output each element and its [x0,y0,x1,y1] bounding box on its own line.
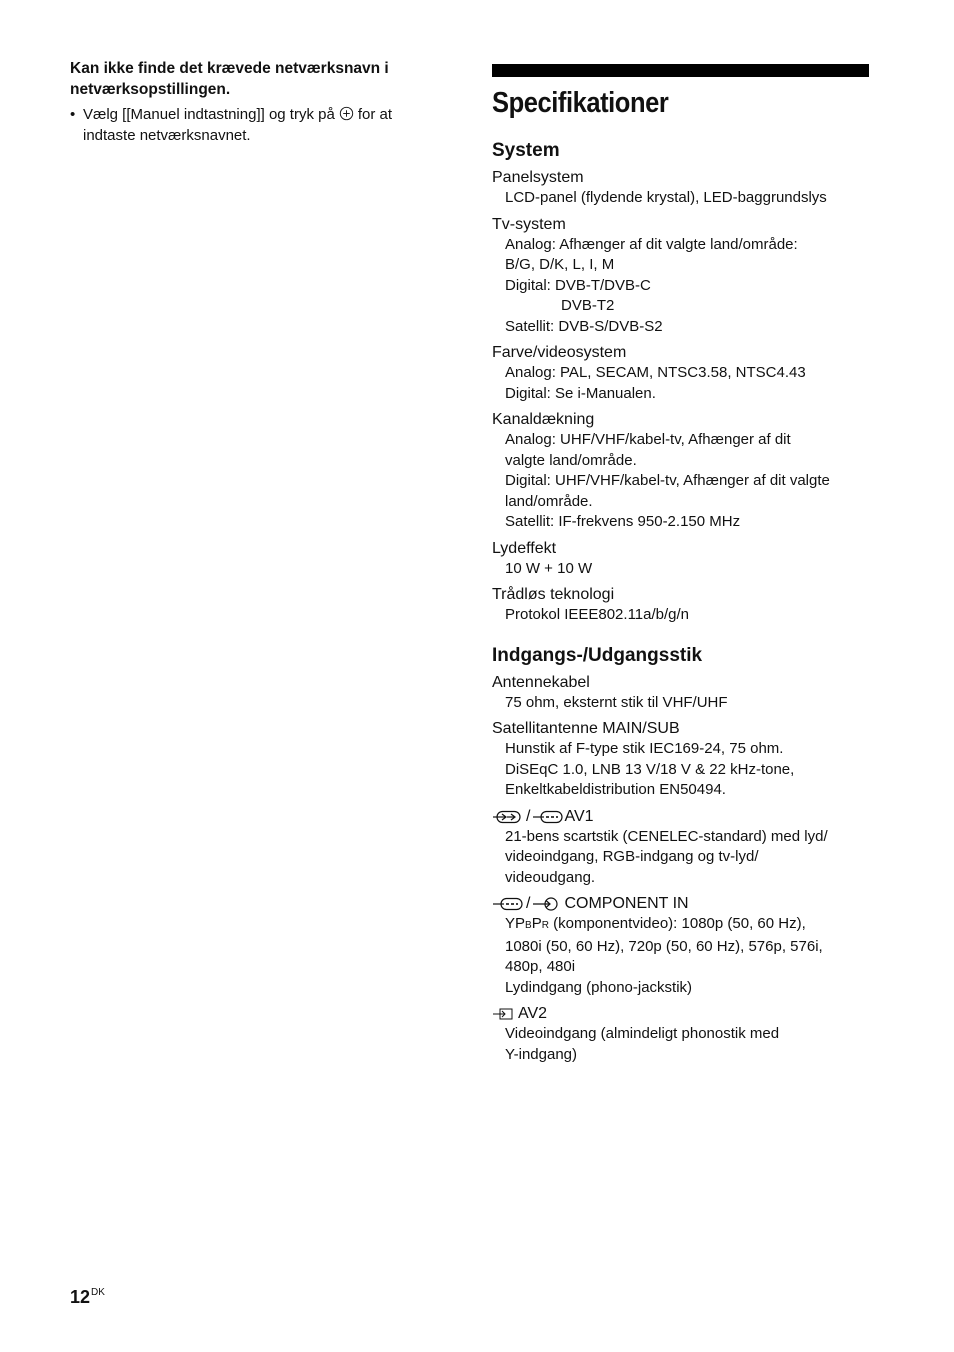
spec-label: Farve/videosystem [492,344,627,361]
spec-line: Digital: Se i-Manualen. [505,384,656,402]
spec-values [492,914,872,998]
spec-line: Videoindgang (almindeligt phonostik med [505,1025,780,1042]
spec-label: Trådløs teknologi [492,586,615,603]
spec-label: Kanaldækning [492,411,595,428]
spec-label-component [492,894,872,914]
spec-values [492,739,872,801]
ypbpr-r: R [541,920,549,931]
spec-line: videoindgang, RGB-indgang og tv-lyd/ [505,848,759,865]
scart-input-icon [532,809,564,825]
specifications-column [492,64,872,1071]
spec-line: Digital: UHF/VHF/kabel-tv, Afhænger af dit valgte [505,472,830,489]
spec-line: 10 W + 10 W [505,559,593,577]
tip-bullet-before: Vælg [[Manuel indtastning]] og tryk på [83,106,335,123]
section-heading-system: System [492,140,560,161]
spec-values [492,605,872,626]
tip-bullet [70,104,450,146]
spec-label: Satellitantenne MAIN/SUB [492,720,680,737]
component-label-text: COMPONENT IN [564,895,689,912]
spec-tv-system [492,215,872,338]
spec-line: Analog: UHF/VHF/kabel-tv, Afhænger af dit [505,431,791,448]
spec-channel-coverage [492,410,872,533]
spec-av2 [492,1004,872,1065]
tip-bullet-line2: indtaste netværksnavnet. [83,127,251,144]
spec-line: Enkeltkabeldistribution EN50494. [505,781,726,798]
spec-line: 1080i (50, 60 Hz), 720p (50, 60 Hz), 576p, 576i, [505,937,823,955]
spec-line: Y-indgang) [505,1045,578,1063]
slash-separator: / [526,807,531,825]
spec-line: valgte land/område. [505,451,637,469]
spec-satellite [492,719,872,801]
scart-input-icon [492,896,524,912]
spec-line: Satellit: DVB-S/DVB-S2 [505,317,663,335]
av2-label-text: AV2 [518,1005,548,1022]
page-language-suffix: DK [91,1287,105,1298]
spec-values [492,235,872,338]
section-heading-io: Indgangs-/Udgangsstik [492,644,703,666]
bullet-dot: • [70,106,76,123]
title-bar [492,64,869,77]
spec-label-av1 [492,807,872,827]
spec-line: Protokol IEEE802.11a/b/g/n [505,606,690,623]
spec-sound-output [492,539,872,580]
spec-line: B/G, D/K, L, I, M [505,256,615,273]
spec-line: Hunstik af F-type stik IEC169-24, 75 ohm. [505,740,784,757]
ypbpr-p: P [531,915,542,932]
av1-label-text: AV1 [564,807,594,825]
spec-values [492,430,872,533]
spec-wireless [492,585,872,626]
spec-line: land/område. [505,492,593,510]
spec-line: Analog: Afhænger af dit valgte land/område: [505,235,798,253]
input-arrow-icon [492,1007,514,1021]
input-arrow-icon [532,896,560,912]
spec-line: Digital: DVB-T/DVB-C [505,276,651,294]
spec-line: LCD-panel (flydende krystal), LED-baggrundslys [505,189,827,206]
spec-label: Tv-system [492,215,566,233]
spec-line: 21-bens scartstik (CENELEC-standard) med lyd/ [505,827,828,845]
tip-bullet-after: for at [357,106,392,123]
spec-line: Lydindgang (phono-jackstik) [505,978,693,996]
spec-values [492,559,872,580]
spec-values [492,827,872,889]
spec-values [492,188,872,209]
spec-values [492,693,872,714]
spec-color-system [492,343,872,404]
ypbpr-b: B [525,920,532,931]
spec-label: Antennekabel [492,673,590,691]
ypbpr-y: YP [505,915,526,932]
spec-label-av2 [492,1004,872,1024]
spec-line: videoudgang. [505,868,596,886]
spec-component-in [492,894,872,998]
spec-line: DiSEqC 1.0, LNB 13 V/18 V & 22 kHz-tone, [505,760,795,778]
page-title: Specifikationer [492,87,669,119]
scart-io-icon [492,809,524,825]
spec-line [505,914,872,937]
tip-bullet-text [83,104,392,146]
component-line1-rest: (komponentvideo): 1080p (50, 60 Hz), [548,915,806,932]
spec-line: Satellit: IF-frekvens 950-2.150 MHz [505,513,741,530]
spec-av1 [492,807,872,889]
spec-antenna [492,673,872,714]
page-number [70,1282,105,1308]
spec-line: 75 ohm, eksternt stik til VHF/UHF [505,693,728,711]
spec-label: Panelsystem [492,169,584,186]
spec-label: Lydeffekt [492,539,557,557]
spec-line: 480p, 480i [505,958,576,975]
tip-heading: Kan ikke finde det krævede netværksnavn i netværksopstillingen. [70,60,389,98]
spec-line: DVB-T2 [561,297,615,314]
plus-circle-icon [339,106,354,121]
spec-line: Analog: PAL, SECAM, NTSC3.58, NTSC4.43 [505,364,806,381]
slash-separator: / [526,895,531,912]
spec-panel-system [492,168,872,209]
spec-values [492,1024,872,1065]
troubleshooting-tip [70,58,450,146]
spec-values [492,363,872,404]
page-number-value: 12 [70,1287,91,1307]
